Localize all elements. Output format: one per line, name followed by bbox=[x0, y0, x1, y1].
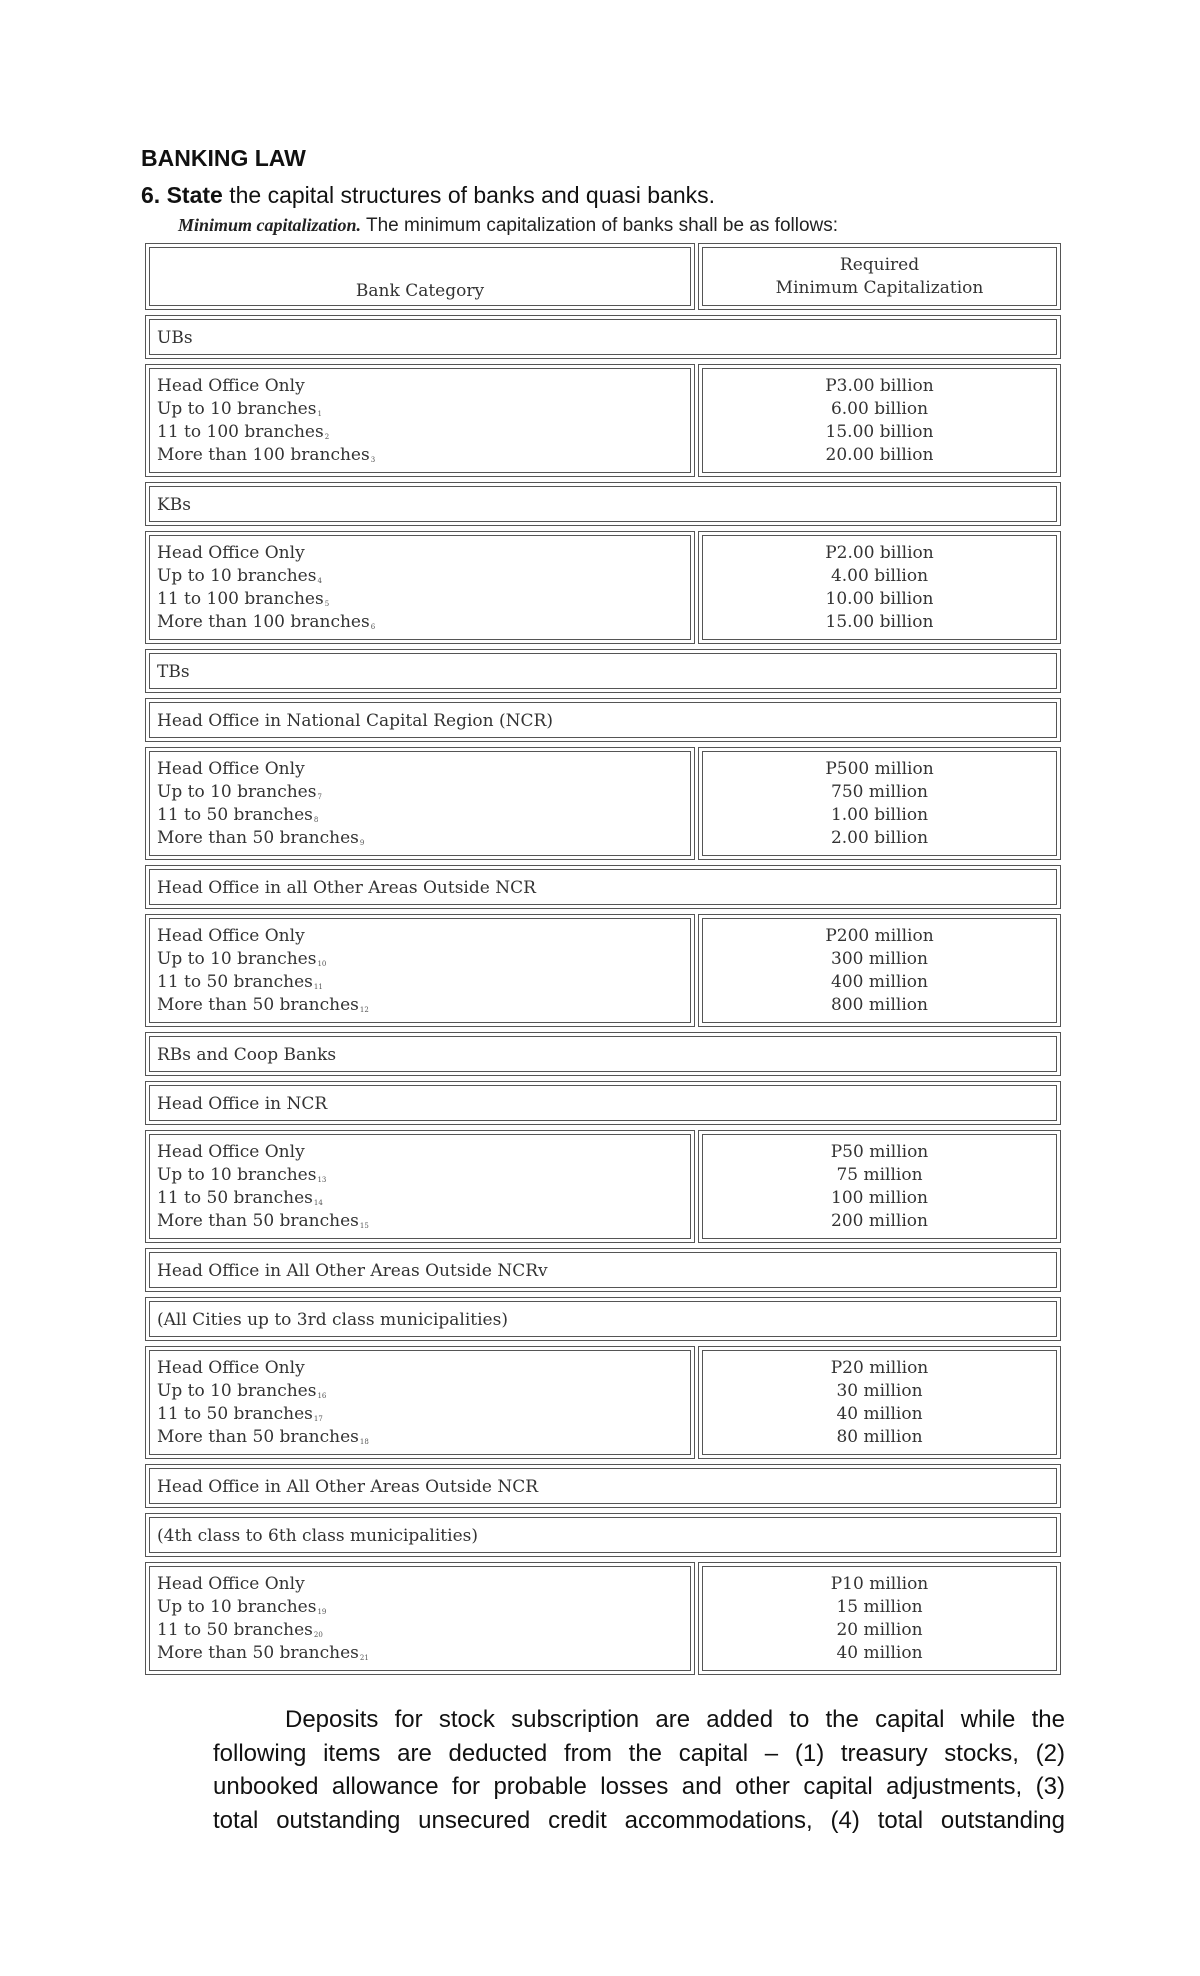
footnote-marker: 18 bbox=[359, 1438, 369, 1446]
subsection-title: Head Office in NCR bbox=[145, 1081, 1061, 1125]
body-paragraph bbox=[213, 1703, 1065, 1837]
subsection-title: Head Office in All Other Areas Outside NCR bbox=[145, 1464, 1061, 1508]
category-cell: Head Office Only Up to 10 branches19 11 to 50 branches20 More than 50 branches21 bbox=[145, 1562, 695, 1675]
subsection-row bbox=[145, 1464, 1061, 1508]
capital-cell: P10 million 15 million 20 million 40 million bbox=[698, 1562, 1061, 1675]
subsection-row bbox=[145, 1513, 1061, 1557]
footnote-marker: 3 bbox=[370, 456, 376, 464]
capitalization-table bbox=[145, 243, 1061, 1680]
category-cell: Head Office Only Up to 10 branches4 11 to 100 branches5 More than 100 branches6 bbox=[145, 531, 695, 644]
subsection-row bbox=[145, 865, 1061, 909]
subsection-title: Head Office in National Capital Region (NCR) bbox=[145, 698, 1061, 742]
question-verb: State bbox=[166, 182, 223, 208]
capital-cell: P200 million 300 million 400 million 800 million bbox=[698, 914, 1061, 1027]
footnote-marker: 19 bbox=[317, 1608, 327, 1616]
intro-text bbox=[178, 215, 838, 237]
category-cell: Head Office Only Up to 10 branches7 11 to 50 branches8 More than 50 branches9 bbox=[145, 747, 695, 860]
table-row bbox=[145, 531, 1061, 644]
capital-cell: P500 million 750 million 1.00 billion 2.00 billion bbox=[698, 747, 1061, 860]
table-row bbox=[145, 914, 1061, 1027]
footnote-marker: 1 bbox=[317, 410, 322, 418]
table-row bbox=[145, 1562, 1061, 1675]
subsection-title: Head Office in all Other Areas Outside NCR bbox=[145, 865, 1061, 909]
section-row bbox=[145, 649, 1061, 693]
footnote-marker: 6 bbox=[370, 623, 376, 631]
table-row bbox=[145, 1346, 1061, 1459]
section-title-ubs: UBs bbox=[145, 315, 1061, 359]
footnote-marker: 11 bbox=[313, 983, 323, 991]
paragraph-line: following items are deducted from the capital – (1) treasury stocks, (2) bbox=[213, 1739, 1065, 1767]
section-title-tbs: TBs bbox=[145, 649, 1061, 693]
category-cell: Head Office Only Up to 10 branches13 11 to 50 branches14 More than 50 branches15 bbox=[145, 1130, 695, 1243]
question-number: 6 bbox=[141, 182, 154, 208]
footnote-marker: 13 bbox=[317, 1176, 327, 1184]
section-row bbox=[145, 1032, 1061, 1076]
subsection-title: Head Office in All Other Areas Outside NCRv bbox=[145, 1248, 1061, 1292]
capital-cell: P2.00 billion 4.00 billion 10.00 billion 15.00 billion bbox=[698, 531, 1061, 644]
section-row bbox=[145, 315, 1061, 359]
intro-lead: Minimum capitalization. bbox=[178, 215, 362, 235]
page-heading: BANKING LAW bbox=[141, 145, 306, 171]
header-required-capital: Required Minimum Capitalization bbox=[698, 243, 1061, 310]
category-cell: Head Office Only Up to 10 branches10 11 to 50 branches11 More than 50 branches12 bbox=[145, 914, 695, 1027]
footnote-marker: 8 bbox=[313, 816, 319, 824]
subsection-row bbox=[145, 1081, 1061, 1125]
header-bank-category: Bank Category bbox=[145, 243, 695, 310]
subsection-subtitle: (All Cities up to 3rd class municipalities) bbox=[145, 1297, 1061, 1341]
footnote-marker: 4 bbox=[317, 577, 322, 585]
footnote-marker: 2 bbox=[324, 433, 330, 441]
footnote-marker: 14 bbox=[313, 1199, 323, 1207]
paragraph-line: Deposits for stock subscription are added to the capital while the bbox=[285, 1706, 1065, 1733]
footnote-marker: 20 bbox=[313, 1631, 323, 1639]
section-title-rbs: RBs and Coop Banks bbox=[145, 1032, 1061, 1076]
paragraph-line: unbooked allowance for probable losses and other capital adjustments, (3) bbox=[213, 1773, 1065, 1800]
capital-cell: P3.00 billion 6.00 billion 15.00 billion 20.00 billion bbox=[698, 364, 1061, 477]
subsection-row bbox=[145, 1297, 1061, 1341]
subsection-row bbox=[145, 698, 1061, 742]
table-row bbox=[145, 1130, 1061, 1243]
paragraph-line: total outstanding unsecured credit accommodations, (4) total outstanding bbox=[213, 1806, 1065, 1834]
footnote-marker: 17 bbox=[313, 1415, 323, 1423]
table-row bbox=[145, 364, 1061, 477]
footnote-marker: 9 bbox=[359, 839, 365, 847]
intro-rest: The minimum capitalization of banks shall be as follows: bbox=[361, 215, 839, 236]
footnote-marker: 7 bbox=[317, 793, 322, 801]
footnote-marker: 5 bbox=[324, 600, 330, 608]
table-row bbox=[145, 747, 1061, 860]
question-text: 6. State the capital structures of banks and quasi banks. bbox=[141, 182, 716, 208]
footnote-marker: 21 bbox=[359, 1654, 369, 1662]
question-rest: the capital structures of banks and quasi banks. bbox=[222, 182, 716, 208]
footnote-marker: 16 bbox=[317, 1392, 327, 1400]
footnote-marker: 12 bbox=[359, 1006, 369, 1014]
table-header-row bbox=[145, 243, 1061, 310]
footnote-marker: 10 bbox=[317, 960, 327, 968]
section-title-kbs: KBs bbox=[145, 482, 1061, 526]
category-cell: Head Office Only Up to 10 branches1 11 to 100 branches2 More than 100 branches3 bbox=[145, 364, 695, 477]
capital-cell: P20 million 30 million 40 million 80 million bbox=[698, 1346, 1061, 1459]
category-cell: Head Office Only Up to 10 branches16 11 to 50 branches17 More than 50 branches18 bbox=[145, 1346, 695, 1459]
subsection-subtitle: (4th class to 6th class municipalities) bbox=[145, 1513, 1061, 1557]
subsection-row bbox=[145, 1248, 1061, 1292]
footnote-marker: 15 bbox=[359, 1222, 369, 1230]
section-row bbox=[145, 482, 1061, 526]
capital-cell: P50 million 75 million 100 million 200 million bbox=[698, 1130, 1061, 1243]
